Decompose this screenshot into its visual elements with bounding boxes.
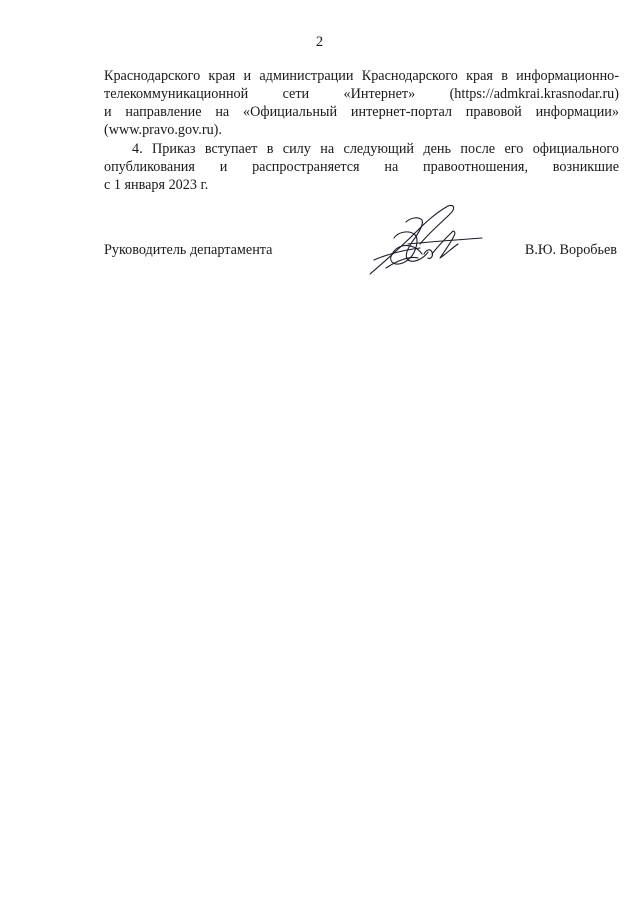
paragraph-3-line-2: телекоммуникационной сети «Интернет» (https://admkrai.krasnodar.ru) [104,86,619,102]
handwritten-signature [364,202,486,280]
paragraph-4-line-3: с 1 января 2023 г. [104,177,209,193]
signatory-position: Руководитель департамента [104,242,273,258]
paragraph-3-line-4: (www.pravo.gov.ru). [104,122,222,138]
paragraph-4-line-1: 4. Приказ вступает в силу на следующий день после его официального [132,141,619,157]
paragraph-4-line-2: опубликования и распространяется на правоотношения, возникшие [104,159,619,175]
signatory-name: В.Ю. Воробьев [524,242,617,258]
paragraph-3-line-1: Краснодарского края и администрации Краснодарского края в информационно- [104,68,619,84]
page-number: 2 [315,34,324,50]
paragraph-3-line-3: и направление на «Официальный интернет-портал правовой информации» [104,104,619,120]
